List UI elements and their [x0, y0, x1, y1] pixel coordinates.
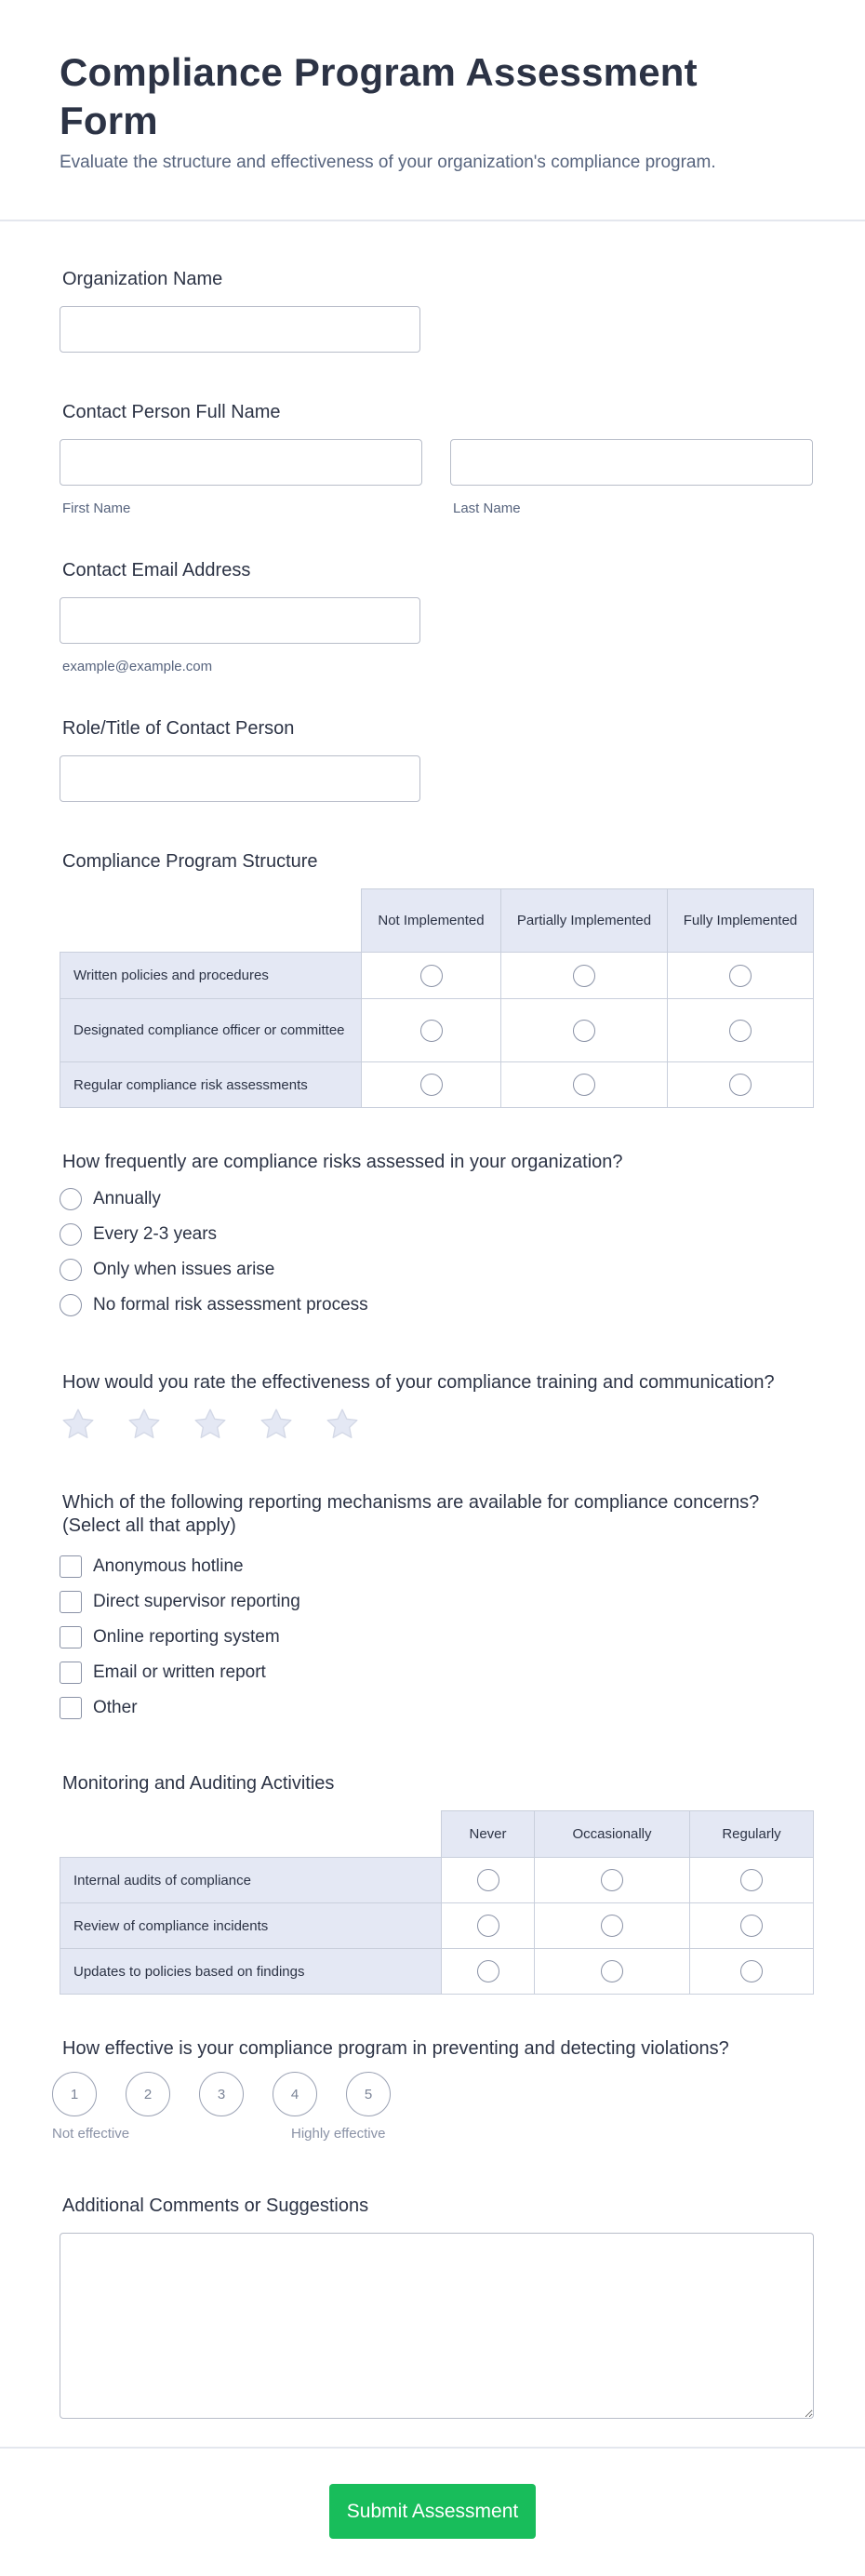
- question-effectiveness: [52, 2037, 813, 2148]
- email-sublabel: example@example.com: [62, 659, 213, 674]
- name-row: [60, 439, 813, 516]
- structure-matrix: [60, 888, 814, 1108]
- table-row: [60, 1062, 814, 1108]
- radio-button[interactable]: [740, 1915, 763, 1937]
- radio-button[interactable]: [573, 1074, 595, 1096]
- radio-button[interactable]: [420, 965, 443, 987]
- radio-button[interactable]: [477, 1869, 499, 1891]
- table-row: [60, 1858, 814, 1903]
- submit-button[interactable]: Submit Assessment: [329, 2484, 536, 2539]
- matrix-cell: [535, 1858, 690, 1903]
- first-name-col: [60, 439, 422, 516]
- matrix-row-label: Review of compliance incidents: [60, 1903, 442, 1949]
- option-label: Direct supervisor reporting: [93, 1592, 300, 1611]
- scale-option[interactable]: 2: [126, 2072, 170, 2116]
- radio-button[interactable]: [60, 1294, 82, 1316]
- star-icon[interactable]: [324, 1406, 361, 1443]
- page-title: Compliance Program Assessment Form: [60, 50, 698, 142]
- matrix-row-label: Updates to policies based on findings: [60, 1949, 442, 1995]
- org-name-label: Organization Name: [62, 269, 223, 289]
- page-subtitle: Evaluate the structure and effectiveness of your organization's compliance program.: [60, 153, 716, 172]
- matrix-cell: [668, 999, 814, 1062]
- question-frequency: [60, 1151, 813, 1323]
- frequency-option[interactable]: [60, 1288, 813, 1323]
- radio-button[interactable]: [60, 1188, 82, 1210]
- question-comments: [60, 2195, 813, 2419]
- radio-button[interactable]: [729, 1020, 752, 1042]
- radio-button[interactable]: [60, 1223, 82, 1246]
- contact-name-label: Contact Person Full Name: [62, 402, 281, 422]
- scale-high-label: Highly effective: [291, 2126, 386, 2142]
- matrix-cell: [668, 953, 814, 999]
- radio-button[interactable]: [601, 1960, 623, 1982]
- table-row: [60, 1949, 814, 1995]
- radio-button[interactable]: [60, 1259, 82, 1281]
- email-label: Contact Email Address: [62, 560, 251, 581]
- last-name-input[interactable]: [450, 439, 813, 486]
- option-label: Online reporting system: [93, 1627, 280, 1647]
- option-label: Email or written report: [93, 1662, 266, 1682]
- radio-button[interactable]: [740, 1869, 763, 1891]
- matrix-cell: [690, 1949, 814, 1995]
- question-email: [60, 559, 813, 674]
- reporting-option[interactable]: [60, 1690, 813, 1726]
- matrix-corner: [60, 1811, 442, 1858]
- radio-button[interactable]: [420, 1074, 443, 1096]
- frequency-option[interactable]: [60, 1181, 813, 1217]
- radio-button[interactable]: [420, 1020, 443, 1042]
- matrix-cell: [442, 1858, 535, 1903]
- structure-label: Compliance Program Structure: [62, 851, 318, 872]
- first-name-sublabel: First Name: [62, 501, 131, 516]
- scale-option[interactable]: 3: [199, 2072, 244, 2116]
- matrix-col-header: Not Implemented: [362, 889, 501, 953]
- role-input[interactable]: [60, 755, 420, 802]
- radio-button[interactable]: [573, 1020, 595, 1042]
- table-row: [60, 999, 814, 1062]
- star-icon[interactable]: [60, 1406, 97, 1443]
- star-rating: [60, 1406, 813, 1443]
- option-label: Other: [93, 1698, 138, 1717]
- matrix-row-label: Designated compliance officer or committee: [60, 999, 362, 1062]
- radio-button[interactable]: [729, 965, 752, 987]
- scale-option[interactable]: 1: [52, 2072, 97, 2116]
- reporting-option[interactable]: [60, 1655, 813, 1690]
- role-label: Role/Title of Contact Person: [62, 718, 295, 739]
- question-training: [60, 1371, 813, 1443]
- question-contact-name: [60, 401, 813, 516]
- matrix-cell: [690, 1903, 814, 1949]
- table-row: [60, 953, 814, 999]
- effectiveness-label: How effective is your compliance program in preventing and detecting violations?: [62, 2038, 729, 2059]
- star-icon[interactable]: [126, 1406, 163, 1443]
- last-name-col: [450, 439, 813, 516]
- monitoring-label: Monitoring and Auditing Activities: [62, 1773, 335, 1794]
- frequency-option[interactable]: [60, 1217, 813, 1252]
- frequency-options: [60, 1181, 813, 1323]
- matrix-row-label: Written policies and procedures: [60, 953, 362, 999]
- radio-button[interactable]: [477, 1915, 499, 1937]
- matrix-row-label: Internal audits of compliance: [60, 1858, 442, 1903]
- radio-button[interactable]: [740, 1960, 763, 1982]
- star-icon[interactable]: [192, 1406, 229, 1443]
- matrix-col-header: Partially Implemented: [501, 889, 668, 953]
- matrix-cell: [442, 1949, 535, 1995]
- star-icon[interactable]: [258, 1406, 295, 1443]
- checkbox[interactable]: [60, 1697, 82, 1719]
- scale-option[interactable]: 4: [273, 2072, 317, 2116]
- question-monitoring: [60, 1772, 813, 1995]
- matrix-header-row: [60, 889, 814, 953]
- matrix-cell: [362, 1062, 501, 1108]
- reporting-option[interactable]: [60, 1584, 813, 1620]
- radio-button[interactable]: [573, 965, 595, 987]
- matrix-header-row: [60, 1811, 814, 1858]
- form-footer: [0, 2447, 865, 2576]
- rating-scale: [52, 2072, 813, 2116]
- reporting-option[interactable]: [60, 1620, 813, 1655]
- matrix-cell: [668, 1062, 814, 1108]
- matrix-cell: [501, 953, 668, 999]
- option-label: Only when issues arise: [93, 1260, 275, 1279]
- form-body: [0, 268, 865, 2419]
- matrix-col-header: Never: [442, 1811, 535, 1858]
- radio-button[interactable]: [729, 1074, 752, 1096]
- matrix-cell: [501, 1062, 668, 1108]
- monitoring-matrix: [60, 1810, 814, 1995]
- reporting-options: [60, 1549, 813, 1726]
- option-label: Annually: [93, 1189, 161, 1208]
- comments-textarea[interactable]: [60, 2233, 814, 2419]
- table-row: [60, 1903, 814, 1949]
- training-label: How would you rate the effectiveness of your compliance training and communication?: [62, 1372, 775, 1393]
- option-label: No formal risk assessment process: [93, 1295, 368, 1315]
- matrix-cell: [501, 999, 668, 1062]
- checkbox[interactable]: [60, 1662, 82, 1684]
- radio-button[interactable]: [601, 1869, 623, 1891]
- radio-button[interactable]: [601, 1915, 623, 1937]
- matrix-cell: [362, 953, 501, 999]
- scale-option[interactable]: 5: [346, 2072, 391, 2116]
- radio-button[interactable]: [477, 1960, 499, 1982]
- checkbox[interactable]: [60, 1591, 82, 1613]
- matrix-row-label: Regular compliance risk assessments: [60, 1062, 362, 1108]
- reporting-option[interactable]: [60, 1549, 813, 1584]
- option-label: Anonymous hotline: [93, 1556, 244, 1576]
- frequency-option[interactable]: [60, 1252, 813, 1288]
- matrix-cell: [442, 1903, 535, 1949]
- scale-labels: [52, 2126, 813, 2148]
- question-reporting: [60, 1491, 813, 1726]
- checkbox[interactable]: [60, 1626, 82, 1648]
- scale-low-label: Not effective: [52, 2126, 130, 2142]
- matrix-col-header: Fully Implemented: [668, 889, 814, 953]
- matrix-cell: [535, 1949, 690, 1995]
- question-structure: [60, 850, 813, 1108]
- email-input[interactable]: [60, 597, 420, 644]
- question-role: [60, 717, 813, 802]
- matrix-col-header: Occasionally: [535, 1811, 690, 1858]
- matrix-cell: [690, 1858, 814, 1903]
- question-org-name: [60, 268, 813, 353]
- matrix-col-header: Regularly: [690, 1811, 814, 1858]
- option-label: Every 2-3 years: [93, 1224, 218, 1244]
- reporting-label: Which of the following reporting mechanisms are available for compliance concerns? (Select all that apply): [62, 1492, 760, 1536]
- comments-label: Additional Comments or Suggestions: [62, 2196, 369, 2216]
- last-name-sublabel: Last Name: [453, 501, 521, 516]
- matrix-cell: [362, 999, 501, 1062]
- checkbox[interactable]: [60, 1555, 82, 1578]
- matrix-corner: [60, 889, 362, 953]
- form-header: [0, 0, 865, 221]
- matrix-cell: [535, 1903, 690, 1949]
- first-name-input[interactable]: [60, 439, 422, 486]
- frequency-label: How frequently are compliance risks assessed in your organization?: [62, 1152, 623, 1172]
- org-name-input[interactable]: [60, 306, 420, 353]
